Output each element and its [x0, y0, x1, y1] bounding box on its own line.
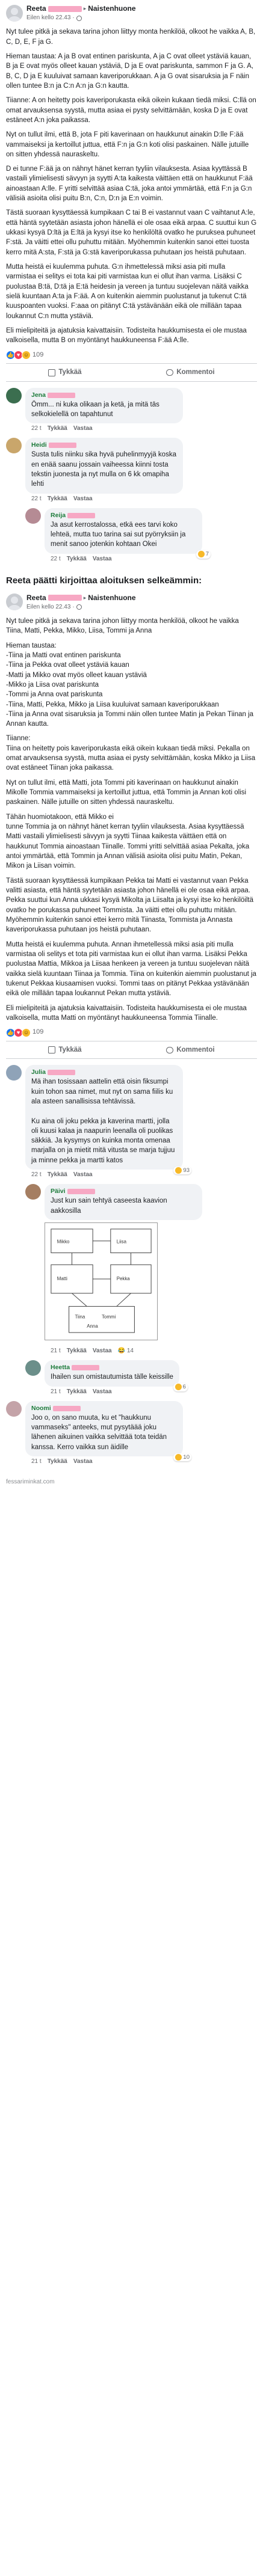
badge-count: 10	[183, 1453, 190, 1461]
commenter-name[interactable]: Jena	[31, 391, 46, 399]
like-button[interactable]	[48, 1045, 81, 1055]
post-paragraph: Nyt on tullut ilmi, että Matti, jota Tommi piti kaverinaan on haukkunut ainakin Mikolle Tommia vammaiseksi ja kertoillut juttua, että Tommin ja Annan koti olisi paskainen. Nälle jutuille on sitten yhdessä nauraskeltu.	[6, 779, 247, 806]
comment-like-button[interactable]: Tykkää	[47, 495, 67, 502]
comment	[6, 1065, 257, 1179]
comment-time[interactable]: 22 t	[31, 425, 42, 432]
post-paragraph: Tästä suoraan kysyttäessä kumpikaan Pekka tai Matti ei vastannut vaan Pekka valitti asiasta, että häntä syytetään asiasta johon hänellä ei ole osaa eikä arpaa. Pekka suuttui kun Anna ukkasi kysyä Mikolta ja Liisalta ja kysyi itse ko henkilöiltä ovatko he porukassa puhuneet Tommista. Ja väitti ettei ollu puhuttu mitään. Myöhemmin kuitenkin sanoi ettei kerro mitä Tiinasta, Tommista ja Annasta kaveriporukassa puhutaan jos heistä puhutaan.	[6, 877, 254, 934]
reaction-count: 109	[32, 351, 44, 358]
comment-reply-button[interactable]: Vastaa	[73, 1171, 93, 1179]
like-label: Tykkää	[58, 1046, 82, 1053]
redacted-name	[48, 595, 82, 601]
haha-reaction-icon: ☺	[22, 351, 31, 360]
redacted-name	[48, 393, 75, 398]
badge-count: 7	[205, 551, 209, 558]
group-name[interactable]: Naistenhuone	[88, 4, 136, 13]
post-paragraph: Nyt tulee pitkä ja sekava tarina johon liittyy monta henkilöä, olkoot he vaikka A, B, C, D, E, F ja G.	[6, 28, 256, 46]
post-actions	[6, 1041, 257, 1059]
post-body	[6, 27, 257, 346]
post-paragraph: Eli mielipiteitä ja ajatuksia kaivattaisiin. Todisteita haukkumisesta ei ole mustaa valkoisella, mutta Matti on myöntänyt haukkuneensa Tommia Tiinalle.	[6, 1004, 247, 1022]
comment-label: Kommentoi	[176, 1046, 215, 1053]
diagram-label: Matti	[57, 1275, 67, 1281]
group-name[interactable]: Naistenhuone	[88, 593, 136, 602]
comment-text: Mä ihan tosissaan aattelin että oisin fiksumpi kuin tohon saa nimet, mut nyt on sama fiilis ku ala asteen sanallisissa tehtävissä. Ku aina oli joku pekka ja kaverina martti, jolla oli kuusi kalaa ja naapurin leenalla oli puolikas säkkiä. Ja kysymys on kuinka monta omenaa marjalla on ja mietit mitä vitusta se marja tujjuu ja minne pekka ja martti katos	[31, 1078, 175, 1164]
comment-button[interactable]	[166, 367, 214, 377]
comment-icon	[166, 1047, 173, 1053]
love-reaction-icon: ♥	[14, 1028, 23, 1037]
post-paragraph: Hieman taustaa: A ja B ovat entinen pariskunta, A ja C ovat olleet ystäviä kauan, B ja E ovat myös olleet kauan ystäviä, D ja E ovat pariskunta, sammon F ja G. A, B, C, D ja E kuuluivat samaan kaveriporukkaan. A ja G ovat sisaruksia ja F näin ollen tuntee B:n ja C:n A:n ja G:n kautta.	[6, 52, 253, 90]
commenter-name[interactable]: Noomi	[31, 1404, 51, 1412]
post-paragraph: Tästä suoraan kysyttäessä kumpikaan C tai B ei vastannut vaan C vaihtanut A:le, että häntä syytetään asiasta johon hänellä ei ole osaa eikä arpaa. C suuttui kun G ukkasi kysyä D:ltä ja E:ltä ja kysyi itse ko henkilöltä ovatko he puruksea puhuneet F:stä. Ja väitti ettei ollu puhuttu mitään. Myöhemmin kuitenkin sanoi ettei tuosta kerro mitä A:sta, F:stä ja G:stä kaveriporukassa puhutaan jos heistä puhutaan.	[6, 209, 257, 256]
reaction-summary[interactable]	[6, 351, 257, 360]
avatar[interactable]	[6, 388, 22, 403]
badge-count: 14	[126, 1348, 134, 1355]
commenter-name[interactable]: Päivi	[51, 1188, 66, 1195]
triangle-icon: ▸	[83, 594, 87, 601]
comment-section-1	[0, 384, 263, 572]
comment-reaction-badge[interactable]	[173, 1167, 191, 1174]
post-actions	[6, 363, 257, 381]
comment-reaction-badge[interactable]: 😂 14	[117, 1348, 134, 1355]
reaction-summary[interactable]	[6, 1028, 257, 1037]
comment-reply	[25, 508, 257, 563]
commenter-name[interactable]: Julia	[31, 1069, 46, 1076]
diagram-label: Liisa	[116, 1239, 126, 1245]
comment-time[interactable]: 21 t	[51, 1348, 61, 1355]
haha-reaction-icon: ☺	[22, 1028, 31, 1037]
post-body	[6, 616, 257, 1023]
comment-text: Just kun sain tehtyä caseesta kaavion aakkosilla	[51, 1197, 167, 1215]
commenter-name[interactable]: Heetta	[51, 1364, 70, 1372]
post-paragraph: Hieman taustaa: -Tiina ja Matti ovat entinen pariskunta -Tiina ja Pekka ovat olleet ystäviä kauan -Matti ja Mikko ovat myös olleet kauan ystäviä -Mikko ja Liisa ovat pariskunta -Tommi ja Anna ovat pariskunta -Tiina, Matti, Pekka, Mikko ja Liisa kuuluivat samaan kaveriporukkaan -Tiina ja Anna ovat sisaruksia ja Tommi näin ollen tuntee Matin ja Pekan Tiinan ja Annan kautta.	[6, 642, 254, 728]
diagram-label: Pekka	[116, 1275, 130, 1281]
post-time[interactable]: Eilen kello 22.43	[26, 14, 71, 22]
like-button[interactable]	[48, 367, 81, 377]
post-paragraph: Nyt on tullut ilmi, että B, jota F piti kaverinaan on haukkunut ainakin D:lle F:ää vammaiseksi ja kertoillut juttua, että F:n ja G:n koti olisi paskainen. Nälle jutuille on sitten yhdessä nauraskeltu.	[6, 131, 249, 158]
comment-text: Joo o, on sano muuta, ku et "haukkunu vammaseks" anteeks, mut pysytäää joku lähenen aikuinen vaikka selvittää tota teidän kanssa. Kerro vaikka sun äidille	[31, 1414, 167, 1451]
avatar[interactable]	[6, 5, 23, 22]
comment-like-button[interactable]: Tykkää	[66, 1348, 87, 1355]
comment-time[interactable]: 21 t	[31, 1458, 42, 1465]
redacted-name	[49, 443, 76, 448]
author-name[interactable]: Reeta	[26, 593, 46, 602]
like-label: Tykkää	[58, 369, 82, 376]
comment-reply-button[interactable]: Vastaa	[73, 1458, 93, 1465]
haha-reaction-icon	[175, 1454, 182, 1461]
post-paragraph: Nyt tulee pitkä ja sekava tarina johon liittyy monta henkilöä, olkoot he vaikka Tiina, Matti, Pekka, Mikko, Liisa, Tommi ja Anna	[6, 617, 239, 635]
comment	[6, 438, 257, 503]
comment-reply-button[interactable]: Vastaa	[92, 1348, 112, 1355]
rewritten-post	[0, 589, 263, 1062]
post-paragraph: Eli mielipiteitä ja ajatuksia kaivattaisiin. Todisteita haukkumisesta ei ole mustaa valkoisella, mutta B on myöntänyt haukkuneensa F:ää A:lle.	[6, 327, 247, 345]
diagram-label: Mikko	[57, 1239, 70, 1245]
avatar[interactable]	[6, 1401, 22, 1417]
like-reaction-icon: 👍	[6, 351, 15, 360]
original-post	[0, 0, 263, 384]
comment-like-button[interactable]: Tykkää	[66, 1388, 87, 1395]
post-paragraph: Tiianne: A on heitetty pois kaveriporukasta eikä oikein kukaan tiedä miksi. C:llä on omat arvauksensa syystä, mutta asiaa ei pysty selvittämään, koska D ja E ovat estäneet A:n joka paikassa.	[6, 97, 256, 124]
comment-icon	[166, 369, 173, 376]
post-paragraph: Tiianne: Tiina on heitetty pois kaveriporukasta eikä oikein kukaan tiedä miksi. Pekalla on omat arvauksensa syystä, mutta asiaa ei pysty selvittämään, koska Mikko ja Liisa ovat estäneet Tiinan joka paikassa.	[6, 735, 256, 772]
comment-text: Susta tulis niinku sika hyvä puhelinmyyjä koska en enää saanu jossain vaiheessa kiinni tosta tekstin juonesta ja nyt mulla on 6 kk omapiha lehti	[31, 451, 176, 488]
comment-like-button[interactable]: Tykkää	[47, 1171, 67, 1179]
comment-reply-button[interactable]: Vastaa	[73, 495, 93, 502]
diagram-label: Anna	[87, 1323, 98, 1329]
comment-reply-button[interactable]: Vastaa	[92, 555, 112, 562]
redacted-name	[67, 513, 95, 518]
comment-reply	[25, 1360, 257, 1396]
comment-reaction-badge[interactable]	[173, 1383, 188, 1391]
comment-time[interactable]: 21 t	[51, 1388, 61, 1395]
comment-like-button[interactable]: Tykkää	[47, 425, 67, 432]
source-watermark: fessariminkat.com	[6, 1479, 55, 1486]
post-paragraph: D ei tunne F:ää ja on nähnyt hänet kerran tyyliin vilauksesta. Asiaa kyyttässä B vastaili ylimielisesti sävyyn ja syytti A:ta kaikesta väittäen että on haukkunut F:ää ainoastaan A:lle. F yritti selvittää asiaa C:tä, joka antoi ymmärtää, että F:n ja G:n välisiä asioita olisi puitu B:n, C:n, D:n ja E:n voimin.	[6, 165, 253, 203]
comment-time[interactable]: 22 t	[31, 495, 42, 502]
haha-reaction-icon	[175, 1167, 182, 1174]
love-reaction-icon: ♥	[14, 351, 23, 360]
comment	[6, 1401, 257, 1466]
badge-count: 93	[183, 1167, 190, 1174]
post-paragraph: Tähän huomiotakoon, että Mikko ei tunne Tommia ja on nähnyt hänet kerran tyyliin vilauksesta. Asiaa kysyttäessä Matti vastaili ylimielisesti sävyyn ja syytti Tiinaa kaikesta väittäen että on haukkunut Tommia ainoastaan Tiinalle. Tommi yritti selvittää asiaa Pekalta, joka antoi ymmärtää, että Tommin ja Annan välisiä asioita olisi puitu Matin, Pekan, Mikon ja Liisan voimin.	[6, 813, 250, 870]
commenter-name[interactable]: Reija	[51, 511, 66, 519]
comment-button[interactable]	[166, 1045, 214, 1055]
post-paragraph: Mutta heistä ei kuulemma puhuta. Annan ihmetellessä miksi asia piti mulla varmistaa oli selitys et tota piti varmistaa kun ei ollut ihan varma. Lisäksi Pekka puolustaa Mattia, Mikkoa ja Liisaa henkeen ja vereen ja tuntuu suojelevan näitä vaikka sielä kuuntaan Tiinaa ja Tommia. Tiina on kuitenkin aiemmin puolustanut ja tukenut Pekkaa kiusaamisen vuoksi. Tommi taas on pitänyt Pekkaa ystävänään eikä ole millään tapaa loukannut Pekan mutta ystäviä.	[6, 940, 256, 998]
haha-reaction-icon	[175, 1384, 182, 1390]
avatar[interactable]	[25, 1360, 41, 1376]
comment-like-button[interactable]: Tykkää	[47, 1458, 67, 1465]
haha-reaction-icon	[198, 551, 205, 557]
comment-text: Ömm... ni kuka olikaan ja ketä, ja mitä tās selkokielellä on tapahtunut	[31, 400, 159, 418]
redacted-name	[48, 1070, 75, 1075]
comment-reply	[25, 1184, 257, 1355]
post-paragraph: Mutta heistä ei kuulemma puhuta. G:n ihmettelessä miksi asia piti mulla varmistaa ei selitys ei tota kai piti varmistaa kun ei ollut ihan varma. Lisäksi C puolustaa B:tä, D:tä ja E:tä heidesin ja vereen ja tuntuu suojelevan näitä vaikka sielä kuuntaan A:ta ja F:ää. A on kuitenkin aiemmin puolustanut ja tukenut C:tä kuuspoanten vuoksi. F:aaa on pitänyt C:tä ystävänään eikä ole millään tapaa loukannut C:n mutta ystäviä.	[6, 263, 249, 320]
like-reaction-icon: 👍	[6, 1028, 15, 1037]
thumbs-up-icon	[48, 369, 55, 376]
comment-reply-button[interactable]: Vastaa	[92, 1388, 112, 1395]
comment-like-button[interactable]: Tykkää	[66, 555, 87, 562]
triangle-icon: ▸	[83, 5, 87, 12]
reaction-count: 109	[32, 1028, 44, 1036]
author-name[interactable]: Reeta	[26, 4, 46, 13]
avatar[interactable]	[6, 1065, 22, 1081]
post-header: Reeta ▸ Naistenhuone Eilen kello 22.43 ·	[6, 593, 257, 612]
comment-text: Ihailen sun omistautumista tälle keissille	[51, 1373, 173, 1381]
post-header: Reeta ▸ Naistenhuone Eilen kello 22.43 ·	[6, 4, 257, 22]
section-heading: Reeta päätti kirjoittaa aloituksen selkeämmin:	[6, 575, 202, 586]
avatar[interactable]	[6, 438, 22, 453]
globe-icon	[76, 604, 82, 610]
avatar[interactable]	[25, 1184, 41, 1200]
redacted-name	[53, 1406, 81, 1411]
commenter-name[interactable]: Heidi	[31, 441, 47, 449]
comment-label: Kommentoi	[176, 369, 215, 376]
post-time[interactable]: Eilen kello 22.43	[26, 603, 71, 610]
relationship-diagram-image[interactable]	[45, 1222, 158, 1340]
avatar[interactable]	[25, 508, 41, 524]
comment	[6, 388, 257, 434]
comment-reply-button[interactable]: Vastaa	[73, 425, 93, 432]
thumbs-up-icon	[48, 1046, 55, 1053]
badge-count: 6	[182, 1384, 186, 1391]
redacted-name	[48, 6, 82, 12]
comment-section-2	[0, 1061, 263, 1474]
avatar[interactable]	[6, 593, 23, 610]
redacted-name	[67, 1189, 95, 1194]
comment-reaction-badge[interactable]	[173, 1453, 191, 1461]
diagram-label: Tiina	[75, 1314, 85, 1320]
comment-time[interactable]: 22 t	[51, 555, 61, 562]
redacted-name	[72, 1365, 99, 1370]
diagram-label: Tommi	[101, 1314, 116, 1320]
globe-icon	[76, 16, 82, 21]
comment-text: Ja asut kerrostalossa, etkä ees tarvi koko lehteä, mutta tuo tarina sai sut pyörryksiin ja menit sanoo jotenkin kohtaan Okei	[51, 521, 186, 548]
comment-time[interactable]: 22 t	[31, 1171, 42, 1179]
comment-reaction-badge[interactable]	[196, 550, 211, 558]
